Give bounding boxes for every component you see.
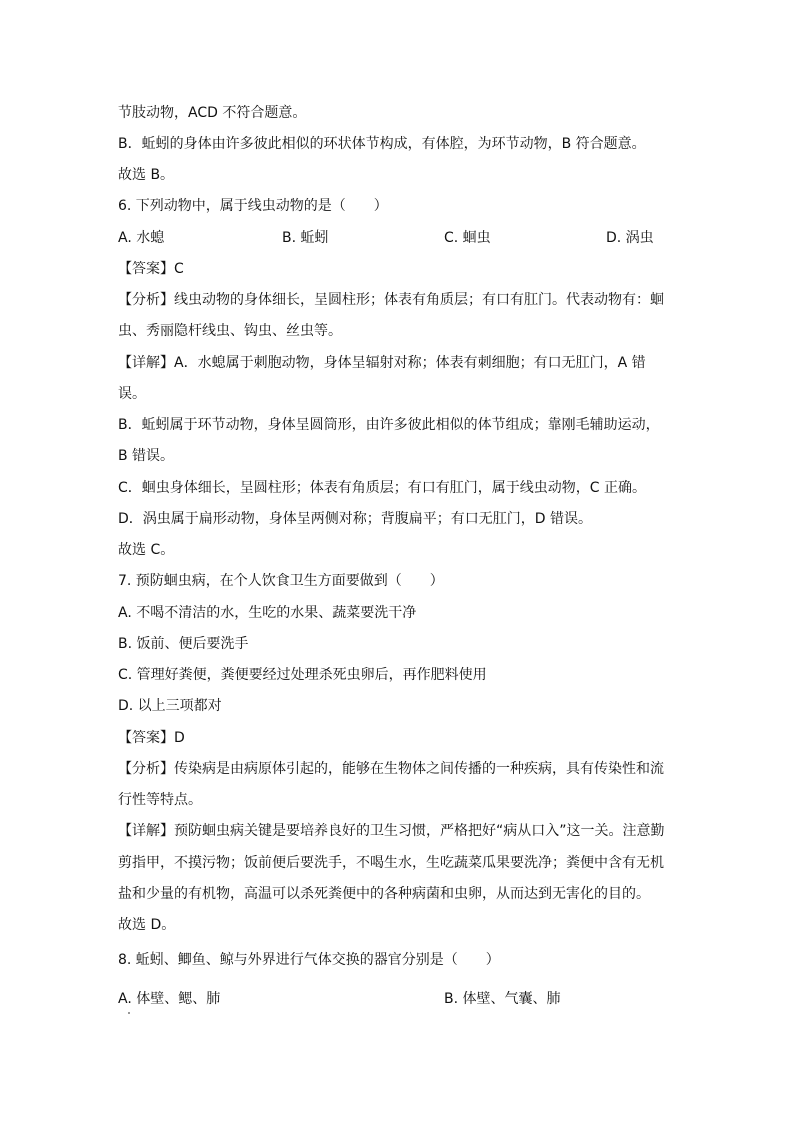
analysis-line: 虫、秀丽隐杆线虫、钩虫、丝虫等。 [118,323,342,339]
detail-line: 【详解】预防蛔虫病关键是要培养良好的卫生习惯，严格把好“病从口入”这一关。注意勤 [118,823,665,839]
analysis-line: 【分析】传染病是由病原体引起的，能够在生物体之间传播的一种疾病，具有传染性和流 [118,761,664,777]
answer-label: 【答案】C [118,261,184,277]
text-line: B．蚯蚓的身体由许多彼此相似的环状体节构成，有体腔，为环节动物，B 符合题意。 [118,136,646,152]
conclusion-line: 故选 D。 [118,917,176,933]
conclusion-line: 故选 C。 [118,542,175,558]
detail-line: 盐和少量的有机物，高温可以杀死粪便中的各种病菌和虫卵，从而达到无害化的目的。 [118,886,650,902]
analysis-line: 【分析】线虫动物的身体细长，呈圆柱形；体表有角质层；有口有肛门。代表动物有：蛔 [118,292,664,308]
speck-mark [128,1012,130,1014]
q6-option-a: A. 水螅 [118,230,165,246]
q6-option-d: D. 涡虫 [606,230,654,246]
q6-option-c: C. 蛔虫 [444,230,491,246]
question-6: 6. 下列动物中，属于线虫动物的是（ ） [118,198,388,214]
detail-line: B．蚯蚓属于环节动物，身体呈圆筒形，由许多彼此相似的体节组成；靠刚毛辅助运动， [118,417,660,433]
detail-line: B 错误。 [118,448,175,464]
q7-option-d: D. 以上三项都对 [118,698,222,714]
detail-line: 【详解】A．水螅属于刺胞动物，身体呈辐射对称；体表有刺细胞；有口无肛门，A 错 [118,355,646,371]
question-7: 7. 预防蛔虫病，在个人饮食卫生方面要做到（ ） [118,573,444,589]
q7-option-a: A. 不喝不清洁的水，生吃的水果、蔬菜要洗干净 [118,605,417,621]
answer-label: 【答案】D [118,730,185,746]
q6-option-b: B. 蚯蚓 [282,230,329,246]
detail-line: C．蛔虫身体细长，呈圆柱形；体表有角质层；有口有肛门，属于线虫动物，C 正确。 [118,480,646,496]
detail-line: 剪指甲，不摸污物；饭前便后要洗手，不喝生水，生吃蔬菜瓜果要洗净；粪便中含有无机 [118,855,664,871]
q7-option-c: C. 管理好粪便，粪便要经过处理杀死虫卵后，再作肥料使用 [118,667,487,683]
text-line: 故选 B。 [118,167,175,183]
detail-line: D．涡虫属于扁形动物，身体呈两侧对称；背腹扁平；有口无肛门，D 错误。 [118,511,593,527]
q8-option-b: B. 体壁、气囊、肺 [444,991,561,1007]
q7-option-b: B. 饭前、便后要洗手 [118,636,249,652]
text-line: 节肢动物，ACD 不符合题意。 [118,105,307,121]
analysis-line: 行性等特点。 [118,792,202,808]
detail-line: 误。 [118,386,146,402]
q8-option-a: A. 体壁、鳃、肺 [118,991,221,1007]
question-8: 8. 蚯蚓、鲫鱼、鲸与外界进行气体交换的器官分别是（ ） [118,952,500,968]
